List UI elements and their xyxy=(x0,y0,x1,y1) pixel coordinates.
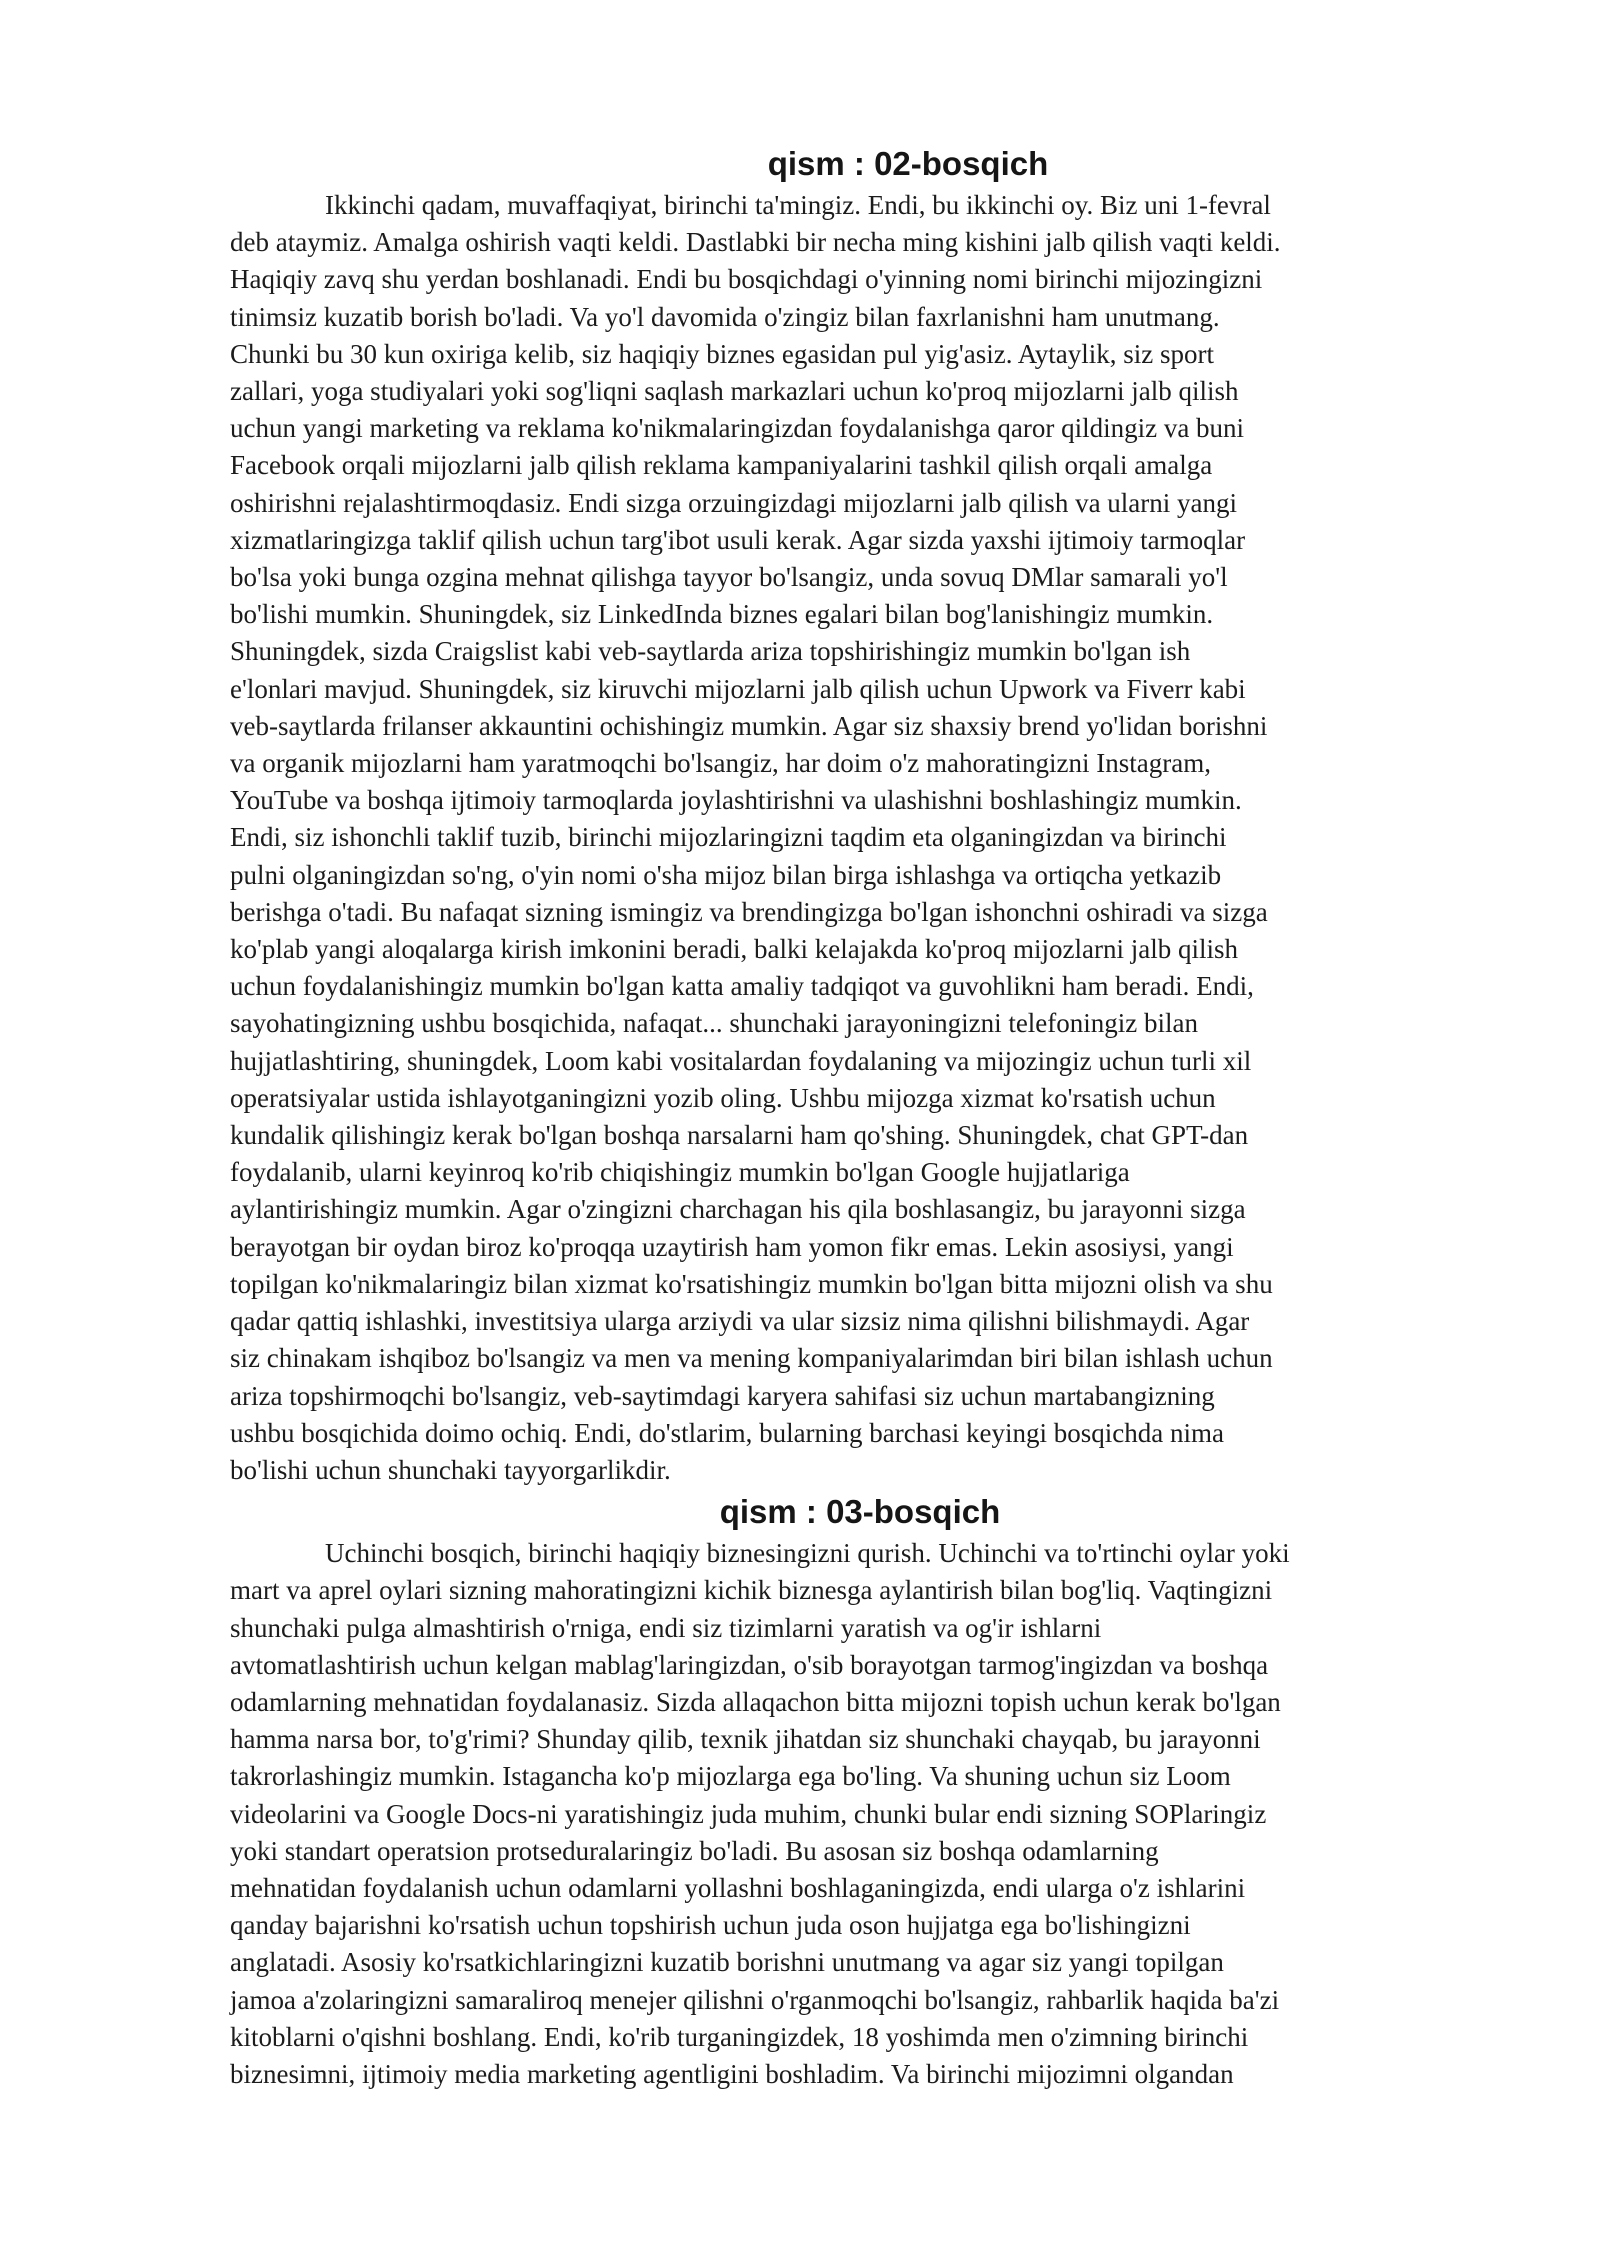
text-line: anglatadi. Asosiy ko'rsatkichlaringizni kuzatib borishni unutmang va agar siz yangi topilgan xyxy=(230,1947,1224,1978)
text-line: bo'lishi uchun shunchaki tayyorgarlikdir. xyxy=(230,1454,671,1485)
text-line: yoki standart operatsion protseduralaringiz bo'ladi. Bu asosan siz boshqa odamlarning xyxy=(230,1835,1159,1866)
text-line: mehnatidan foydalanish uchun odamlarni yollashni boshlaganingizda, endi ularga o'z ishlarini xyxy=(230,1872,1246,1903)
text-line: Shuningdek, sizda Craigslist kabi veb-saytlarda ariza topshirishingiz mumkin bo'lgan ish xyxy=(230,636,1191,667)
text-line: jamoa a'zolaringizni samaraliroq menejer qilishni o'rganmoqchi bo'lsangiz, rahbarlik haqida ba'zi xyxy=(230,1984,1280,2015)
text-line: zallari, yoga studiyalari yoki sog'liqni saqlash markazlari uchun ko'proq mijozlarni jalb qilish xyxy=(230,376,1239,407)
text-line: bo'lishi mumkin. Shuningdek, siz LinkedInda biznes egalari bilan bog'lanishingiz mumkin. xyxy=(230,599,1214,630)
text-line: biznesimni, ijtimoiy media marketing agentligini boshladim. Va birinchi mijozimni olgandan xyxy=(230,2058,1234,2089)
section-heading-02: qism : 02-bosqich xyxy=(767,145,1049,182)
text-line: ushbu bosqichida doimo ochiq. Endi, do'stlarim, bularning barchasi keyingi bosqichda nima xyxy=(230,1417,1224,1448)
text-line: siz chinakam ishqiboz bo'lsangiz va men va mening kompaniyalarimdan biri bilan ishlash uchun xyxy=(230,1343,1273,1374)
text-line: pulni olganingizdan so'ng, o'yin nomi o'sha mijoz bilan birga ishlashga va ortiqcha yetkazib xyxy=(230,859,1222,890)
text-line: veb-saytlarda frilanser akkauntini ochishingiz mumkin. Agar siz shaxsiy brend yo'lidan borishni xyxy=(230,710,1268,741)
text-line: berayotgan bir oydan biroz ko'proqqa uzaytirish ham yomon fikr emas. Lekin asosiysi, yangi xyxy=(230,1231,1234,1262)
text-line: xizmatlaringizga taklif qilish uchun targ'ibot usuli kerak. Agar sizda yaxshi ijtimoiy tarmoqlar xyxy=(230,524,1246,555)
text-line: YouTube va boshqa ijtimoiy tarmoqlarda joylashtirishni va ulashishni boshlashingiz mumkin. xyxy=(230,785,1242,816)
text-line: videolarini va Google Docs-ni yaratishingiz juda muhim, chunki bular endi sizning SOPlaringiz xyxy=(230,1798,1267,1829)
text-line: mart va aprel oylari sizning mahoratingizni kichik biznesga aylantirish bilan bog'liq. Vaqtingizni xyxy=(230,1575,1273,1606)
text-line: ariza topshirmoqchi bo'lsangiz, veb-saytimdagi karyera sahifasi siz uchun martabangizning xyxy=(230,1380,1215,1411)
text-line: bo'lsa yoki bunga ozgina mehnat qilishga tayyor bo'lsangiz, unda sovuq DMlar samarali yo'l xyxy=(230,562,1228,593)
text-line: qadar qattiq ishlashki, investitsiya ularga arziydi va ular sizsiz nima qilishni bilishmaydi. Agar xyxy=(230,1306,1250,1337)
text-line: Ikkinchi qadam, muvaffaqiyat, birinchi ta'mingiz. Endi, bu ikkinchi oy. Biz uni 1-fevral xyxy=(325,190,1271,220)
text-line: shunchaki pulga almashtirish o'rniga, endi siz tizimlarni yaratish va og'ir ishlarni xyxy=(230,1612,1102,1643)
text-line: Endi, siz ishonchli taklif tuzib, birinchi mijozlaringizni taqdim eta olganingizdan va birinchi xyxy=(230,822,1227,853)
text-line: topilgan ko'nikmalaringiz bilan xizmat ko'rsatishingiz mumkin bo'lgan bitta mijozni olish va shu xyxy=(230,1268,1273,1299)
text-line: berishga o'tadi. Bu nafaqat sizning ismingiz va brendingizga bo'lgan ishonchni oshiradi va sizga xyxy=(230,896,1268,927)
text-line: hujjatlashtiring, shuningdek, Loom kabi vositalardan foydalaning va mijozingiz uchun turli xil xyxy=(230,1045,1252,1076)
text-line: takrorlashingiz mumkin. Istagancha ko'p mijozlarga ega bo'ling. Va shuning uchun siz Loom xyxy=(230,1761,1231,1792)
text-line: foydalanib, ularni keyinroq ko'rib chiqishingiz mumkin bo'lgan Google hujjatlariga xyxy=(230,1157,1130,1188)
text-line: kitoblarni o'qishni boshlang. Endi, ko'rib turganingizdek, 18 yoshimda men o'zimning birinchi xyxy=(230,2021,1249,2052)
text-line: avtomatlashtirish uchun kelgan mablag'laringizdan, o'sib borayotgan tarmog'ingizdan va boshqa xyxy=(230,1649,1269,1680)
section-heading-03: qism : 03-bosqich xyxy=(719,1493,1001,1531)
text-line: uchun foydalanishingiz mumkin bo'lgan katta amaliy tadqiqot va guvohlikni ham beradi. Endi, xyxy=(230,971,1254,1002)
text-line: qanday bajarishni ko'rsatish uchun topshirish uchun juda oson hujjatga ega bo'lishingizni xyxy=(230,1910,1191,1941)
text-line: kundalik qilishingiz kerak bo'lgan boshqa narsalarni ham qo'shing. Shuningdek, chat GPT-dan xyxy=(230,1120,1249,1151)
text-line: aylantirishingiz mumkin. Agar o'zingizni charchagan his qila boshlasangiz, bu jarayonni sizga xyxy=(230,1194,1246,1225)
text-line: Haqiqiy zavq shu yerdan boshlanadi. Endi bu bosqichdagi o'yinning nomi birinchi mijozingizni xyxy=(230,264,1263,295)
text-line: ko'plab yangi aloqalarga kirish imkonini beradi, balki kelajakda ko'proq mijozlarni jalb qilish xyxy=(230,934,1238,965)
text-line: uchun yangi marketing va reklama ko'nikmalaringizdan foydalanishga qaror qildingiz va buni xyxy=(230,413,1245,444)
text-line: e'lonlari mavjud. Shuningdek, siz kiruvchi mijozlarni jalb qilish uchun Upwork va Fiverr kabi xyxy=(230,673,1246,704)
text-line: va organik mijozlarni ham yaratmoqchi bo'lsangiz, har doim o'z mahoratingizni Instagram, xyxy=(230,748,1211,779)
text-line: odamlarning mehnatidan foydalanasiz. Sizda allaqachon bitta mijozni topish uchun kerak bo'lgan xyxy=(230,1686,1281,1717)
text-line: Uchinchi bosqich, birinchi haqiqiy biznesingizni qurish. Uchinchi va to'rtinchi oylar yoki xyxy=(325,1538,1290,1569)
text-line: tinimsiz kuzatib borish bo'ladi. Va yo'l davomida o'zingiz bilan faxrlanishni ham unutmang. xyxy=(230,301,1220,332)
text-line: oshirishni rejalashtirmoqdasiz. Endi sizga orzuingizdagi mijozlarni jalb qilish va ularni yangi xyxy=(230,487,1238,518)
text-line: operatsiyalar ustida ishlayotganingizni yozib oling. Ushbu mijozga xizmat ko'rsatish uchun xyxy=(230,1082,1216,1113)
text-line: Chunki bu 30 kun oxiriga kelib, siz haqiqiy biznes egasidan pul yig'asiz. Aytaylik, siz sport xyxy=(230,338,1214,369)
text-line: deb ataymiz. Amalga oshirish vaqti keldi. Dastlabki bir necha ming kishini jalb qilish vaqti keldi. xyxy=(230,227,1281,258)
text-line: hamma narsa bor, to'g'rimi? Shunday qilib, texnik jihatdan siz shunchaki chayqab, bu jarayonni xyxy=(230,1724,1261,1755)
text-line: Facebook orqali mijozlarni jalb qilish reklama kampaniyalarini tashkil qilish orqali amalga xyxy=(230,450,1213,481)
document-content xyxy=(230,0,1490,2093)
text-line: sayohatingizning ushbu bosqichida, nafaqat... shunchaki jarayoningizni telefoningiz bilan xyxy=(230,1008,1199,1039)
